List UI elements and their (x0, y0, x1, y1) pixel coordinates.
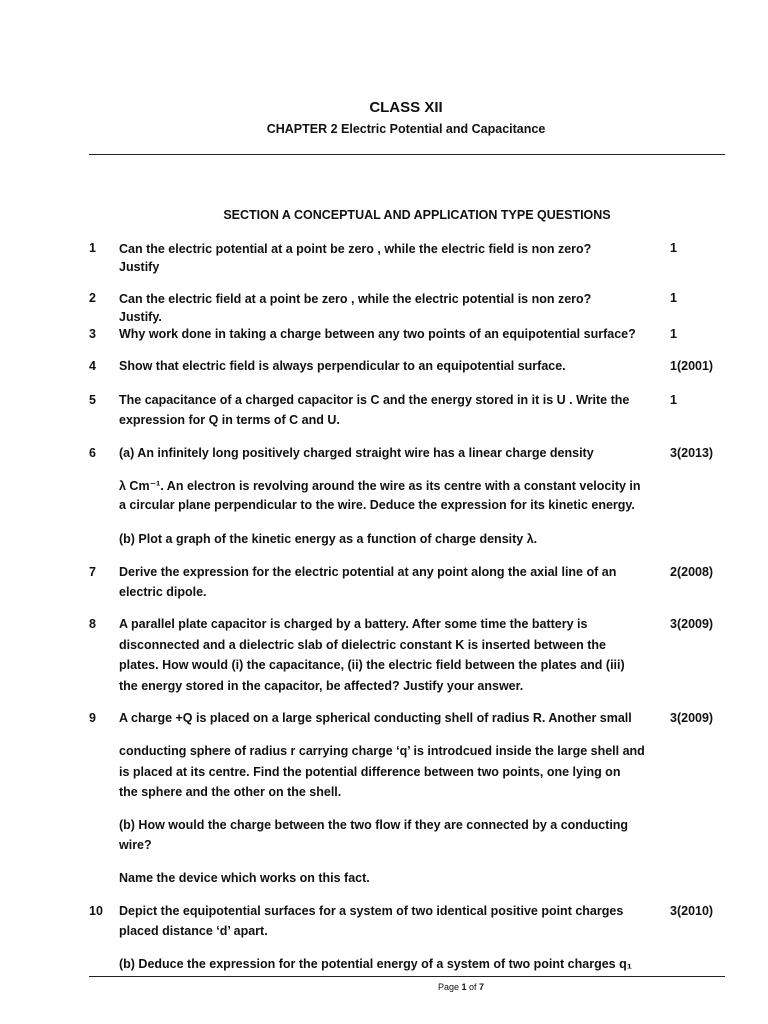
question-marks: 1 (670, 327, 677, 341)
question-marks: 3(2009) (670, 711, 714, 725)
question-marks: 1 (670, 393, 677, 407)
question-text-line: the energy stored in the capacitor, be affected? Justify your answer. (119, 679, 524, 693)
question-text-line: A charge +Q is placed on a large spherical conducting shell of radius R. Another small (119, 711, 632, 725)
question-text-line: the sphere and the other on the shell. (119, 785, 342, 799)
question-marks: 1 (670, 291, 677, 305)
question-text-line: expression for Q in terms of C and U. (119, 413, 340, 427)
question-text-line: Justify (119, 260, 160, 274)
chapter-title: CHAPTER 2 Electric Potential and Capacitance (266, 122, 546, 136)
question-marks: 1 (670, 241, 677, 255)
question-marks: 3(2013) (670, 446, 714, 460)
question-number: 3 (89, 327, 96, 341)
question-text-line: disconnected and a dielectric slab of dielectric constant K is inserted between the (119, 638, 606, 652)
footer-divider (89, 976, 725, 977)
question-text-line: Show that electric field is always perpendicular to an equipotential surface. (119, 359, 566, 373)
question-text-line: Derive the expression for the electric potential at any point along the axial line of an (119, 565, 617, 579)
question-number: 7 (89, 565, 96, 579)
question-text-line: The capacitance of a charged capacitor is C and the energy stored in it is U . Write the (119, 393, 630, 407)
question-number: 9 (89, 711, 96, 725)
section-heading: SECTION A CONCEPTUAL AND APPLICATION TYPE QUESTIONS (223, 208, 611, 222)
question-text-line: plates. How would (i) the capacitance, (ii) the electric field between the plates and (iii) (119, 658, 625, 672)
question-number: 6 (89, 446, 96, 460)
question-text-line: electric dipole. (119, 585, 207, 599)
question-number: 1 (89, 241, 96, 255)
footer-page-total: 7 (479, 982, 485, 992)
question-marks: 1(2001) (670, 359, 714, 373)
question-text-line: Depict the equipotential surfaces for a system of two identical positive point charges (119, 904, 624, 918)
footer-page-current: 1 (461, 982, 467, 992)
question-marks: 3(2009) (670, 617, 714, 631)
question-number: 5 (89, 393, 96, 407)
question-text-line: Name the device which works on this fact. (119, 871, 370, 885)
footer-page-word: Page (437, 982, 459, 992)
footer-of-word: of (469, 982, 477, 992)
question-text-line: Can the electric potential at a point be zero , while the electric field is non zero? (119, 242, 592, 256)
question-text-line: A parallel plate capacitor is charged by a battery. After some time the battery is (119, 617, 588, 631)
question-text-line: (b) Plot a graph of the kinetic energy as a function of charge density λ. (119, 532, 538, 546)
question-text-line: is placed at its centre. Find the potential difference between two points, one lying on (119, 765, 621, 779)
question-text-line: (b) Deduce the expression for the potential energy of a system of two point charges q₁ (119, 957, 632, 971)
page-title: CLASS XII (369, 99, 443, 116)
page-footer (0, 982, 768, 992)
question-marks: 3(2010) (670, 904, 714, 918)
question-text-line: (b) How would the charge between the two flow if they are connected by a conducting (119, 818, 629, 832)
question-text-line: placed distance ‘d’ apart. (119, 924, 268, 938)
question-number: 10 (89, 904, 103, 918)
question-text-line: (a) An infinitely long positively charged straight wire has a linear charge density (119, 446, 594, 460)
header-divider (89, 154, 725, 155)
question-text-line: wire? (119, 838, 152, 852)
question-text-line: conducting sphere of radius r carrying charge ‘q’ is introdcued inside the large shell and (119, 744, 645, 758)
question-number: 2 (89, 291, 96, 305)
question-text-line: a circular plane perpendicular to the wire. Deduce the expression for its kinetic energy. (119, 498, 635, 512)
question-text-line: Can the electric field at a point be zero , while the electric potential is non zero? (119, 292, 592, 306)
question-number: 4 (89, 359, 96, 373)
question-marks: 2(2008) (670, 565, 714, 579)
question-text-line: Justify. (119, 310, 162, 324)
question-text-line: Why work done in taking a charge between any two points of an equipotential surface? (119, 327, 636, 341)
question-number: 8 (89, 617, 96, 631)
question-text-line: λ Cm⁻¹. An electron is revolving around the wire as its centre with a constant velocity in (119, 479, 641, 493)
